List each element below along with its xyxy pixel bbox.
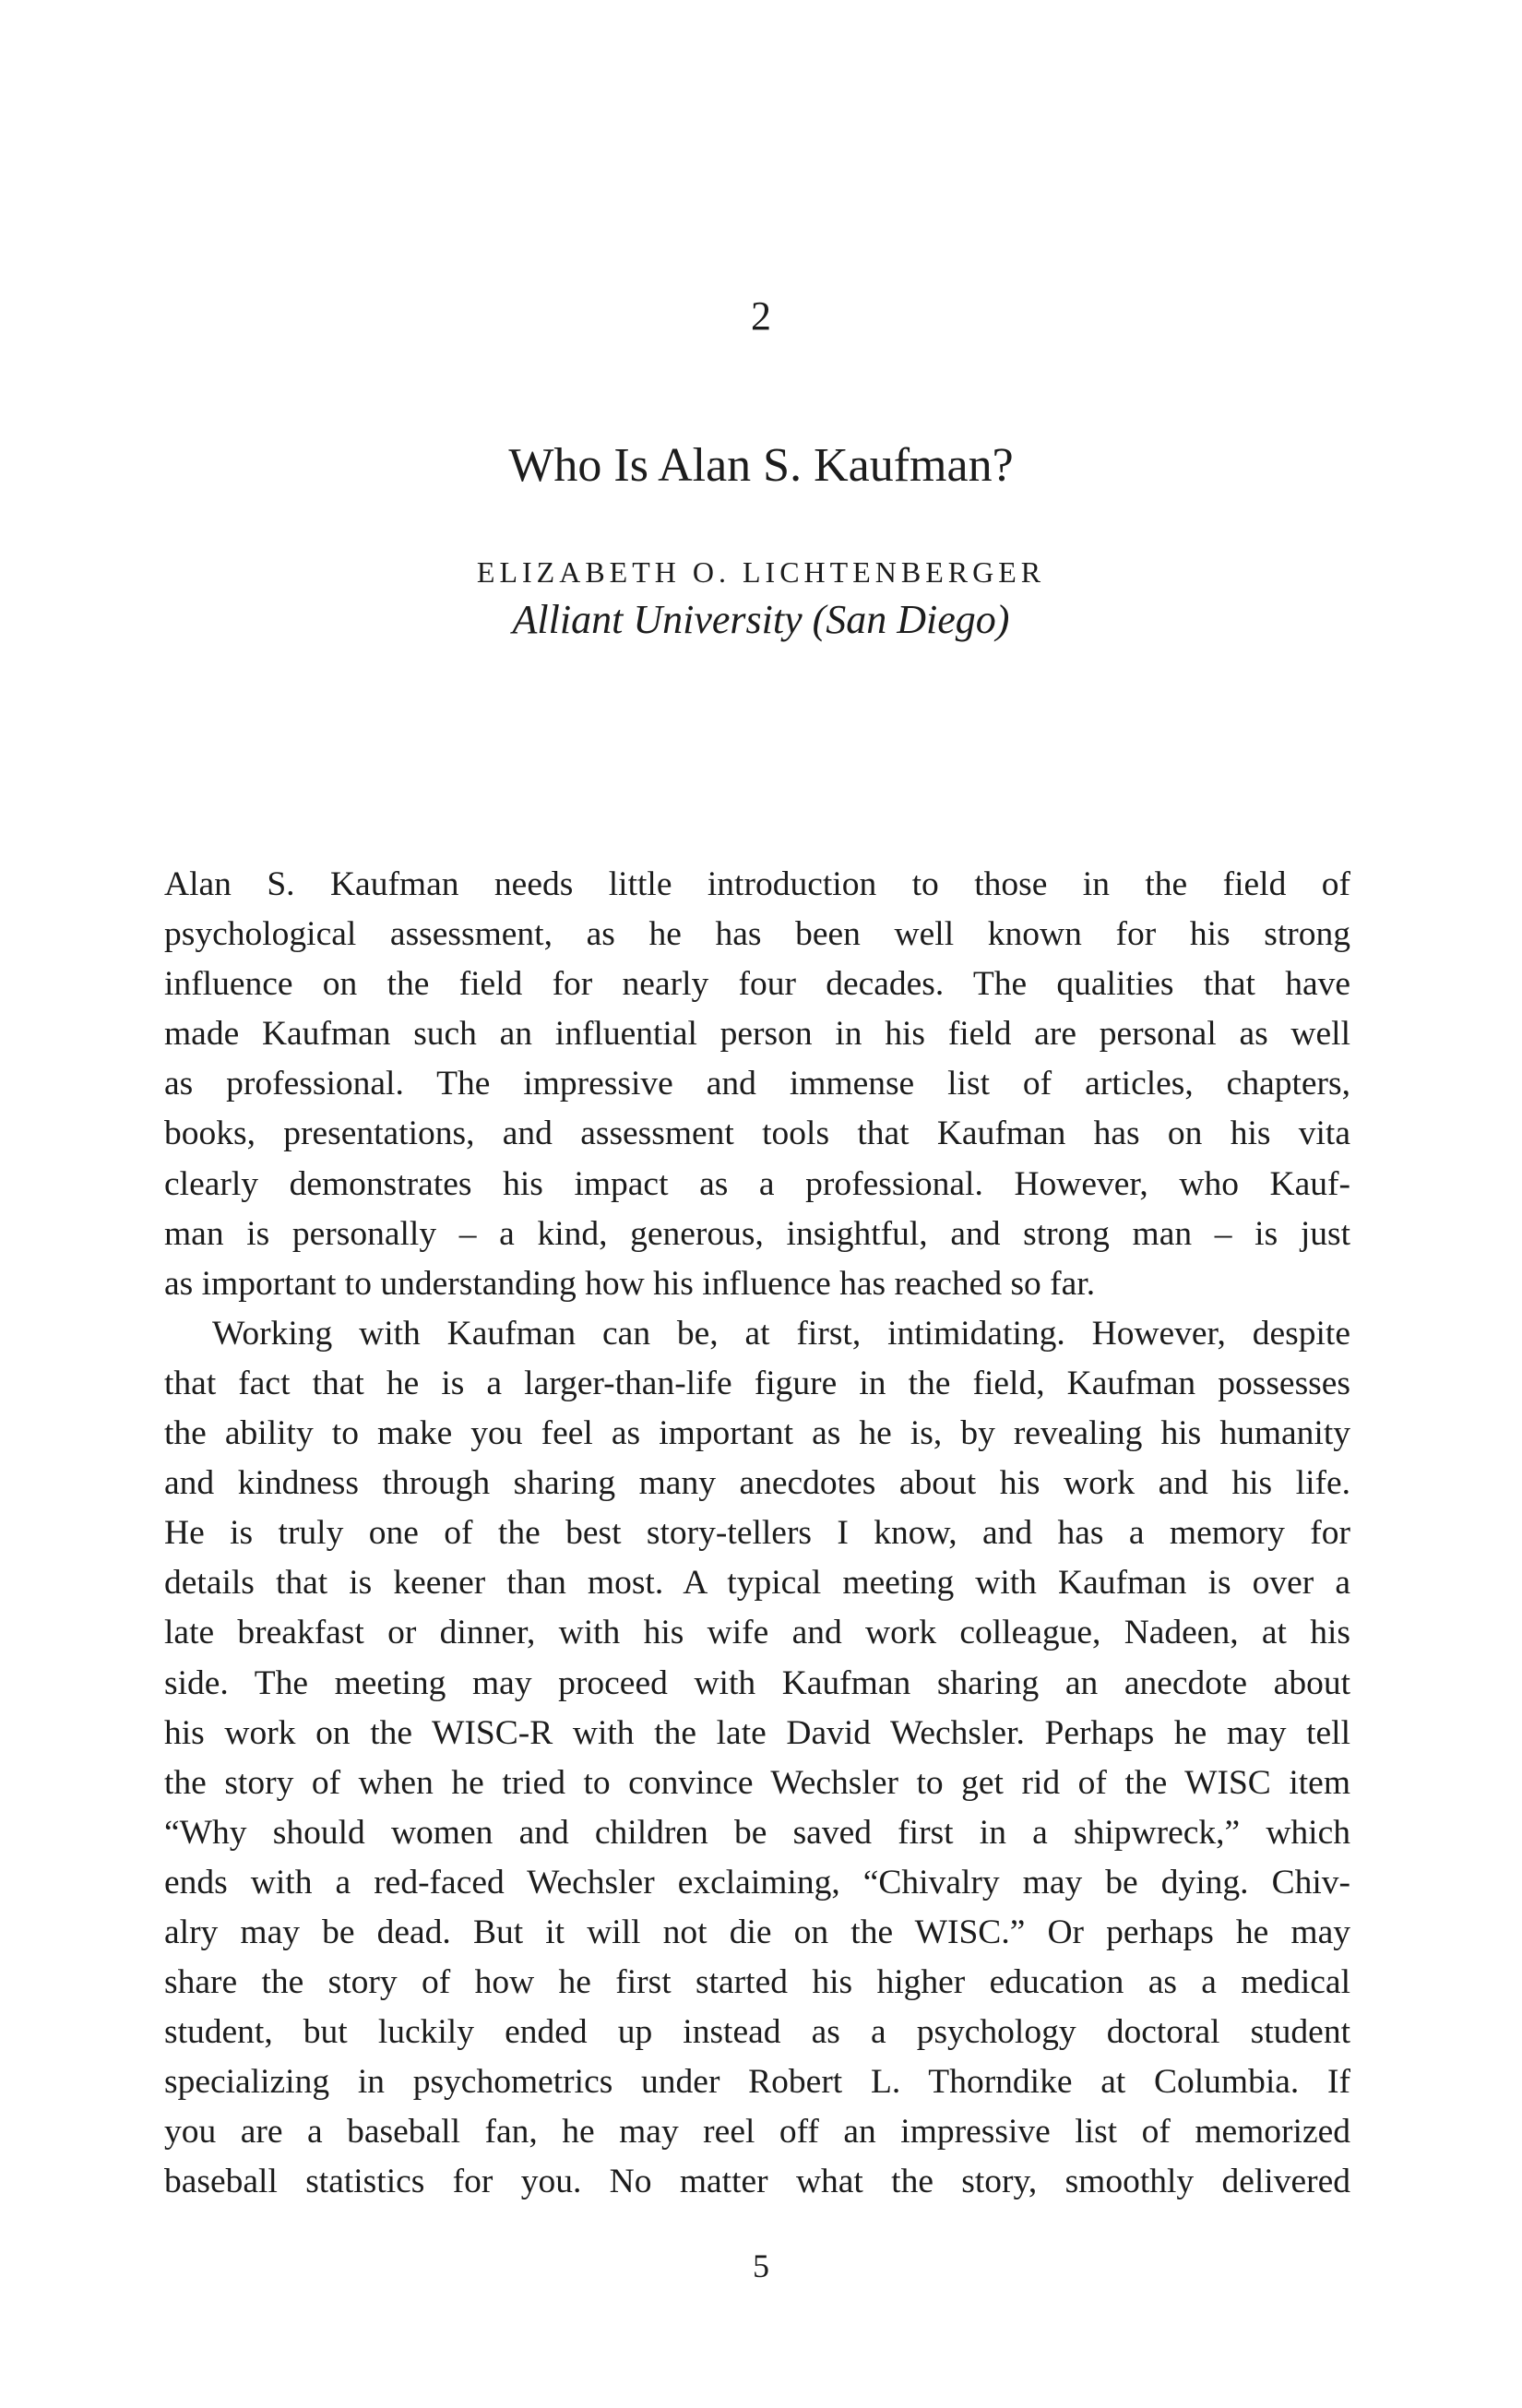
text-line: “Why should women and children be saved first in a shipwreck,” which [164,1813,1350,1852]
paragraph-2 [164,1309,1350,2208]
text-line: clearly demonstrates his impact as a professional. However, who Kauf- [164,1164,1350,1203]
text-line: you are a baseball fan, he may reel off an impressive list of memorized [164,2113,1350,2152]
text-line: student, but luckily ended up instead as a psychology doctoral student [164,2013,1350,2052]
text-line: Working with Kaufman can be, at first, intimidating. However, despite [212,1314,1350,1353]
chapter-number: 2 [751,293,771,339]
text-line: baseball statistics for you. No matter what the story, smoothly delivered [164,2163,1350,2201]
text-line: He is truly one of the best story-tellers I know, and has a memory for [164,1514,1350,1553]
text-line: share the story of how he first started his higher education as a medical [164,1963,1350,2002]
text-line: side. The meeting may proceed with Kaufman sharing an anecdote about [164,1663,1350,1702]
text-line: specializing in psychometrics under Robert L. Thorndike at Columbia. If [164,2063,1350,2102]
text-line: psychological assessment, as he has been well known for his strong [164,915,1350,954]
paragraph-1 [164,860,1350,1309]
text-line: details that is keener than most. A typical meeting with Kaufman is over a [164,1564,1350,1603]
text-line: as important to understanding how his influence has reached so far. [164,1264,1096,1303]
page-number: 5 [753,2247,769,2284]
author-affiliation: Alliant University (San Diego) [512,597,1010,642]
text-line: alry may be dead. But it will not die on the WISC.” Or perhaps he may [164,1913,1350,1951]
text-line: and kindness through sharing many anecdotes about his work and his life. [164,1464,1350,1503]
text-line: made Kaufman such an influential person in his field are personal as well [164,1015,1350,1054]
chapter-title: Who Is Alan S. Kaufman? [508,439,1014,492]
text-line: man is personally – a kind, generous, insightful, and strong man – is just [164,1214,1350,1253]
text-line: ends with a red-faced Wechsler exclaiming, “Chivalry may be dying. Chiv- [164,1863,1350,1901]
text-line: Alan S. Kaufman needs little introduction to those in the field of [164,865,1350,903]
body-text [164,860,1350,2208]
text-line: late breakfast or dinner, with his wife and work colleague, Nadeen, at his [164,1614,1350,1652]
text-line: as professional. The impressive and immense list of articles, chapters, [164,1065,1350,1103]
text-line: that fact that he is a larger-than-life figure in the field, Kaufman possesses [164,1364,1350,1402]
author-name: ELIZABETH O. LICHTENBERGER [476,555,1046,589]
text-line: the story of when he tried to convince Wechsler to get rid of the WISC item [164,1763,1350,1802]
text-line: the ability to make you feel as important as he is, by revealing his humanity [164,1414,1350,1453]
text-line: books, presentations, and assessment tools that Kaufman has on his vita [164,1115,1350,1153]
text-line: influence on the field for nearly four decades. The qualities that have [164,965,1350,1004]
text-line: his work on the WISC-R with the late David Wechsler. Perhaps he may tell [164,1713,1350,1752]
